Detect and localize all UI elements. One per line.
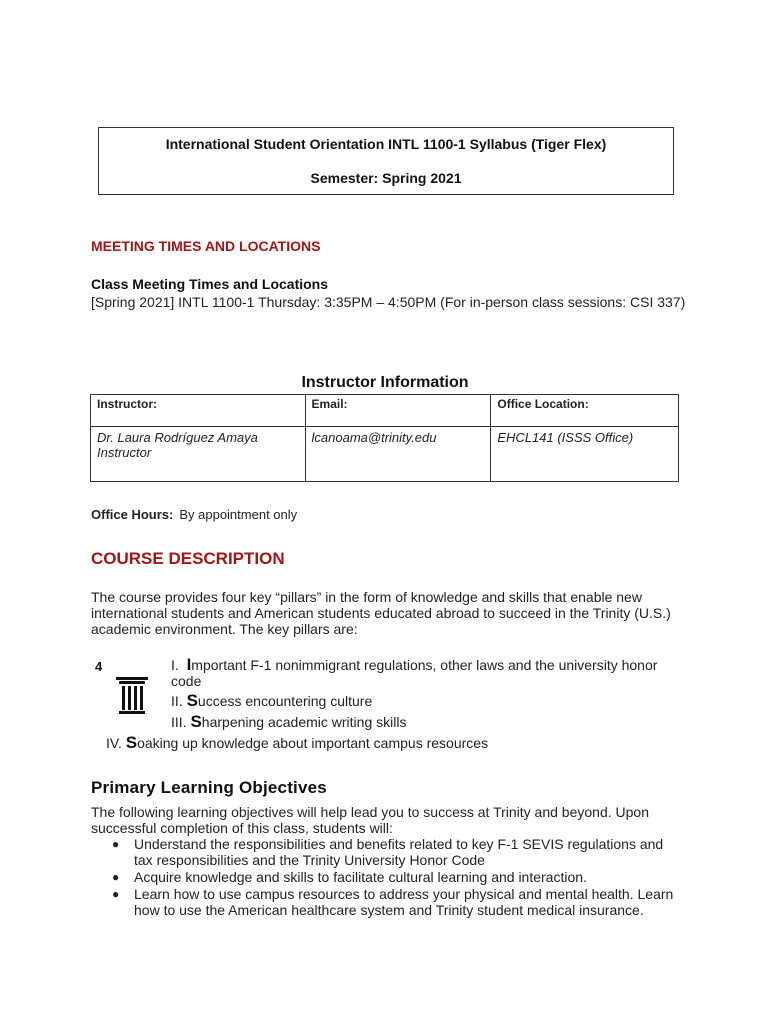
office-cell bbox=[491, 427, 679, 482]
objective-text: Learn how to use campus resources to address your physical and mental health. Learn how to use the American healthcare system and Trinity student medical insurance. bbox=[134, 886, 674, 918]
meeting-subheading: Class Meeting Times and Locations bbox=[91, 276, 329, 292]
syllabus-title: International Student Orientation INTL 1100-1 Syllabus (Tiger Flex) bbox=[165, 136, 607, 152]
objectives-list bbox=[91, 836, 681, 919]
email-header: Email: bbox=[305, 395, 491, 427]
course-description-text: The course provides four key “pillars” in the form of knowledge and skills that enable new international students and American students educated abroad to succeed in the Trinity (U.S.) academic environment. The key pillars are: bbox=[91, 589, 671, 637]
list-item bbox=[91, 886, 681, 918]
pillar-numeral: III. bbox=[171, 714, 187, 730]
instructor-table bbox=[90, 394, 679, 482]
instructor-role: Instructor bbox=[97, 445, 152, 460]
office-hours-value: By appointment only bbox=[179, 507, 298, 522]
pillar-text: oaking up knowledge about important campus resources bbox=[137, 735, 489, 751]
pillar-count: 4 bbox=[95, 659, 103, 674]
objective-text: Acquire knowledge and skills to facilitate cultural learning and interaction. bbox=[134, 869, 587, 885]
email-cell bbox=[305, 427, 491, 482]
instructor-info-title: Instructor Information bbox=[301, 374, 469, 391]
pillar-item bbox=[171, 657, 671, 689]
pillar-initial: I bbox=[186, 655, 192, 674]
bullet-icon: ● bbox=[112, 837, 120, 851]
office-hours-label: Office Hours: bbox=[91, 507, 174, 522]
column-icon bbox=[114, 676, 150, 723]
objectives-intro: The following learning objectives will help lead you to success at Trinity and beyond. Upon successful completion of this class, students will: bbox=[91, 804, 649, 836]
list-item bbox=[91, 869, 681, 885]
semester-label: Semester: Spring 2021 bbox=[310, 170, 462, 186]
pillar-text: mportant F-1 nonimmigrant regulations, other laws and the university honor code bbox=[171, 657, 658, 689]
instructor-office: EHCL141 (ISSS Office) bbox=[497, 430, 634, 445]
course-description-heading: COURSE DESCRIPTION bbox=[91, 549, 285, 568]
instructor-email: lcanoama@trinity.edu bbox=[311, 430, 437, 445]
bullet-icon: ● bbox=[112, 870, 120, 884]
meeting-heading: MEETING TIMES AND LOCATIONS bbox=[91, 238, 321, 254]
pillar-initial: S bbox=[190, 712, 202, 731]
pillar-numeral: I. bbox=[171, 657, 179, 673]
pillar-numeral: II. bbox=[171, 693, 183, 709]
pillar-item bbox=[171, 714, 406, 730]
pillar-initial: S bbox=[186, 691, 198, 710]
objectives-heading: Primary Learning Objectives bbox=[91, 778, 327, 797]
instructor-header: Instructor: bbox=[91, 395, 306, 427]
list-item bbox=[91, 836, 681, 868]
pillar-text: harpening academic writing skills bbox=[201, 714, 407, 730]
pillar-numeral: IV. bbox=[106, 735, 122, 751]
pillar-item bbox=[106, 735, 488, 751]
instructor-name: Dr. Laura Rodríguez Amaya bbox=[97, 430, 258, 445]
pillar-initial: S bbox=[125, 733, 138, 752]
pillar-item bbox=[171, 693, 372, 709]
instructor-table-header-row bbox=[91, 395, 679, 427]
instructor-table-row bbox=[91, 427, 679, 482]
objective-text: Understand the responsibilities and benefits related to key F-1 SEVIS regulations and tax responsibilities and the Trinity University Honor Code bbox=[134, 836, 664, 868]
office-location-header: Office Location: bbox=[491, 395, 679, 427]
pillar-text: uccess encountering culture bbox=[197, 693, 373, 709]
office-hours bbox=[91, 507, 297, 522]
bullet-icon: ● bbox=[112, 887, 120, 901]
meeting-text: [Spring 2021] INTL 1100-1 Thursday: 3:35PM – 4:50PM (For in-person class sessions: CSI 337) bbox=[91, 294, 686, 310]
syllabus-title-box bbox=[98, 127, 674, 195]
instructor-cell bbox=[91, 427, 306, 482]
